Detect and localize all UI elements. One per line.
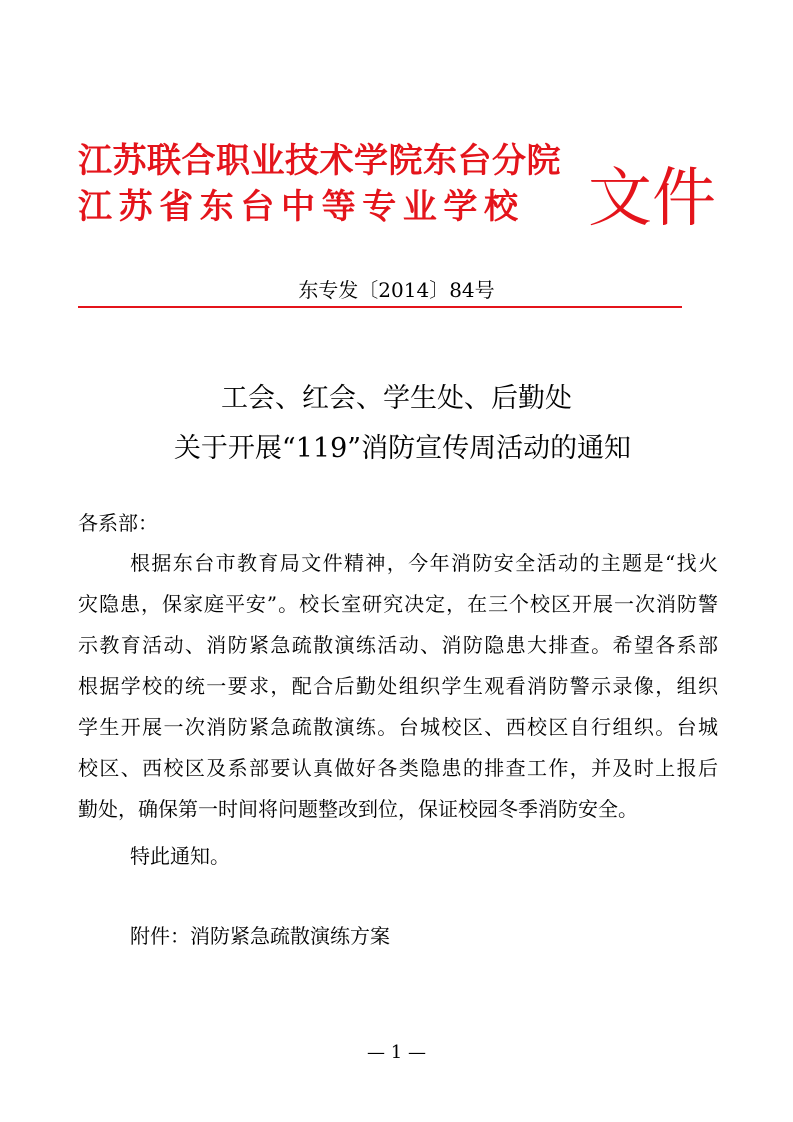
body-line: 根据东台市教育局文件精神，今年消防安全活动的主题是“找火 (130, 551, 718, 575)
issuer-name-line-2: 江苏省东台中等专业学校 (78, 187, 525, 227)
salutation: 各系部： (78, 511, 158, 535)
page-number: — 1 — (367, 1042, 426, 1063)
document-word: 文件 (588, 162, 716, 236)
red-divider-line (78, 306, 682, 308)
notice-title-line-2: 关于开展“119”消防宣传周活动的通知 (173, 433, 632, 464)
body-line: 勤处，确保第一时间将问题整改到位，保证校园冬季消防安全。 (78, 797, 638, 821)
body-line: 示教育活动、消防紧急疏散演练活动、消防隐患大排查。希望各系部 (78, 633, 718, 657)
body-line: 校区、西校区及系部要认真做好各类隐患的排查工作，并及时上报后 (78, 756, 718, 780)
issuer-name-line-1: 江苏联合职业技术学院东台分院 (78, 141, 561, 181)
notice-title-line-1: 工会、红会、学生处、后勤处 (221, 383, 572, 414)
attachment-note: 附件：消防紧急疏散演练方案 (130, 924, 390, 948)
body-line: 灾隐患，保家庭平安”。校长室研究决定，在三个校区开展一次消防警 (78, 592, 718, 616)
body-line: 根据学校的统一要求，配合后勤处组织学生观看消防警示录像，组织 (78, 674, 718, 698)
body-line: 学生开展一次消防紧急疏散演练。台城校区、西校区自行组织。台城 (78, 715, 718, 739)
closing-remark: 特此通知。 (130, 844, 230, 868)
document-number: 东专发〔2014〕84号 (298, 278, 495, 302)
document-header (78, 133, 718, 236)
